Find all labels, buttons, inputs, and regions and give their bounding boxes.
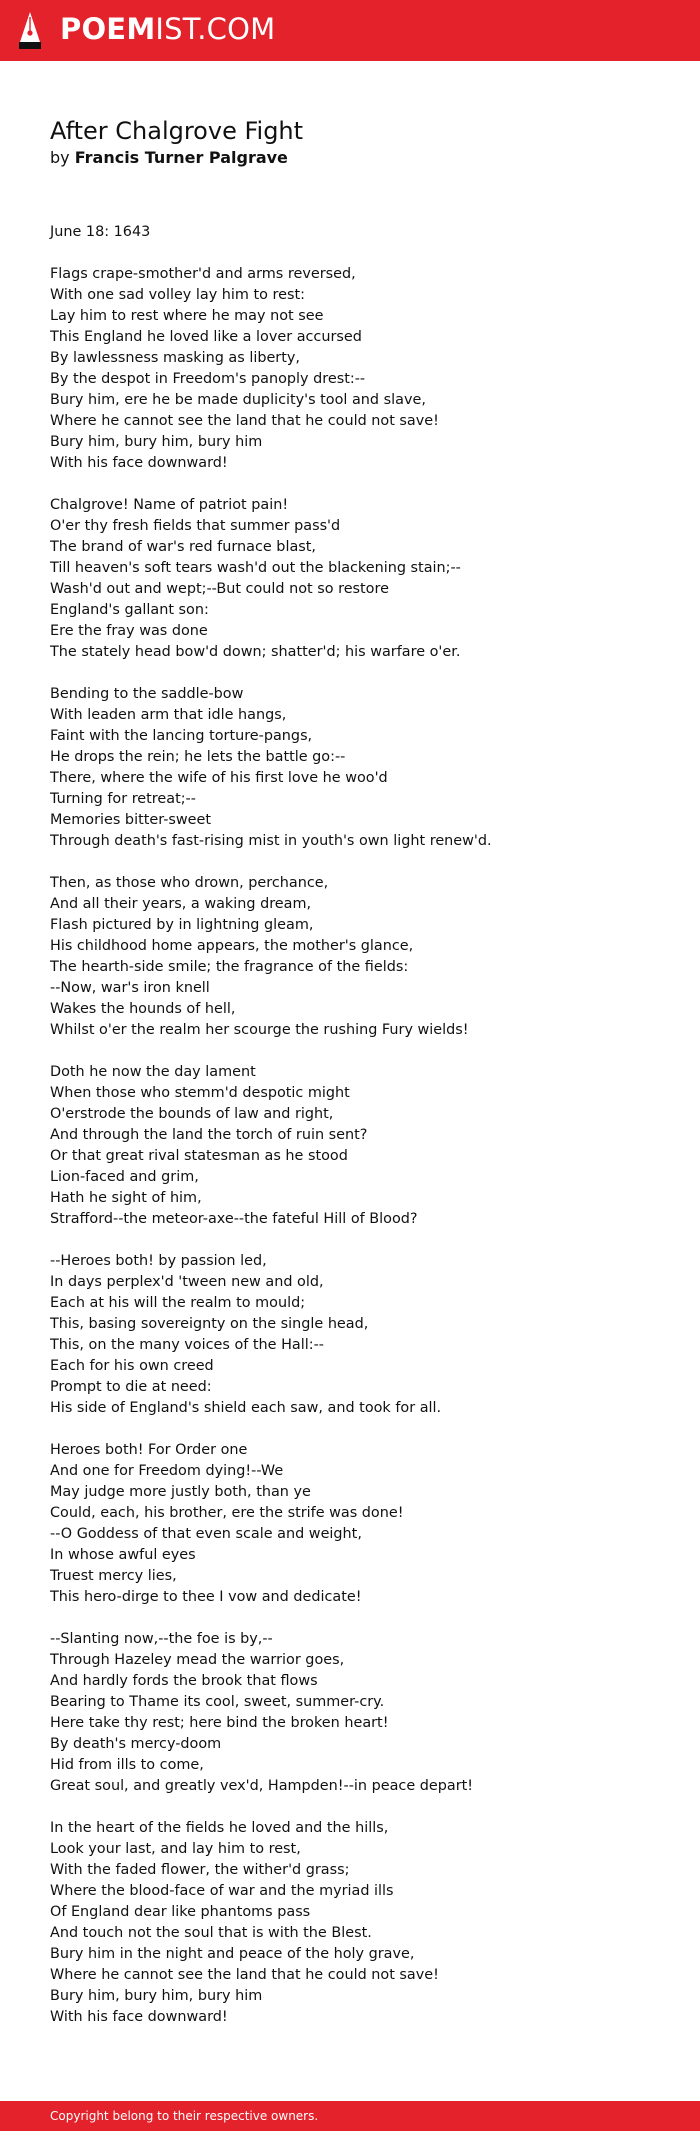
poem-line: Each for his own creed [50, 1358, 214, 1374]
poem-line: The stately head bow'd down; shatter'd; his warfare o'er. [50, 644, 461, 660]
poem-line: Bury him, ere he be made duplicity's tool and slave, [50, 392, 426, 408]
poem-line: With one sad volley lay him to rest: [50, 287, 305, 303]
poem-line: With his face downward! [50, 455, 228, 471]
poem-line: Hath he sight of him, [50, 1190, 202, 1206]
poem-line: England's gallant son: [50, 602, 209, 618]
poem-line: --Heroes both! by passion led, [50, 1253, 267, 1269]
brand-regular-text: IST.COM [155, 12, 276, 46]
poem-line: Or that great rival statesman as he stood [50, 1148, 348, 1164]
poem-line: Ere the fray was done [50, 623, 208, 639]
poem-line: And touch not the soul that is with the Blest. [50, 1925, 372, 1941]
poem-line: Truest mercy lies, [50, 1568, 177, 1584]
poem-line: June 18: 1643 [50, 224, 151, 240]
poem-line: Chalgrove! Name of patriot pain! [50, 497, 289, 513]
poem-line: There, where the wife of his first love he woo'd [50, 770, 388, 786]
poem-line: His childhood home appears, the mother's glance, [50, 938, 414, 954]
poem-line: He drops the rein; he lets the battle go:-- [50, 749, 346, 765]
poem-line: Where he cannot see the land that he could not save! [50, 1967, 439, 1983]
poem-line: Through death's fast-rising mist in youth's own light renew'd. [50, 833, 492, 849]
poem-line: With the faded flower, the wither'd grass; [50, 1862, 350, 1878]
poem-line: Wakes the hounds of hell, [50, 1001, 236, 1017]
poem-line: When those who stemm'd despotic might [50, 1085, 350, 1101]
poem-line: Whilst o'er the realm her scourge the rushing Fury wields! [50, 1022, 469, 1038]
poem-line: Hid from ills to come, [50, 1757, 204, 1773]
poem-line: Strafford--the meteor-axe--the fateful Hill of Blood? [50, 1211, 418, 1227]
copyright-text: Copyright belong to their respective owners. [50, 2109, 319, 2123]
site-footer [0, 2101, 700, 2131]
poem-line: And all their years, a waking dream, [50, 896, 312, 912]
poem-line: The hearth-side smile; the fragrance of the fields: [50, 959, 409, 975]
stanza [50, 1062, 670, 1230]
poem-line: Of England dear like phantoms pass [50, 1904, 311, 1920]
poem-line: Faint with the lancing torture-pangs, [50, 728, 313, 744]
poem-line: Heroes both! For Order one [50, 1442, 248, 1458]
poem-line: Flash pictured by in lightning gleam, [50, 917, 314, 933]
stanza [50, 1629, 670, 1797]
poem-content [50, 115, 670, 2049]
stanza [50, 222, 670, 243]
poem-line: Through Hazeley mead the warrior goes, [50, 1652, 345, 1668]
poem-line: Memories bitter-sweet [50, 812, 212, 828]
poem-line: Till heaven's soft tears wash'd out the blackening stain;-- [50, 560, 461, 576]
poem-line: By the despot in Freedom's panoply drest:-- [50, 371, 366, 387]
poem-line: Bending to the saddle-bow [50, 686, 244, 702]
poem-line: His side of England's shield each saw, and took for all. [50, 1400, 442, 1416]
poem-line: Each at his will the realm to mould; [50, 1295, 306, 1311]
poem-line: With leaden arm that idle hangs, [50, 707, 287, 723]
stanza [50, 495, 670, 663]
poem-line: Look your last, and lay him to rest, [50, 1841, 301, 1857]
poem-line: --Now, war's iron knell [50, 980, 210, 996]
stanza [50, 1818, 670, 2028]
poem-line: Bury him, bury him, bury him [50, 434, 263, 450]
poem-byline [50, 147, 670, 169]
poem-line: Prompt to die at need: [50, 1379, 212, 1395]
pen-nib-icon[interactable] [17, 11, 43, 50]
poem-line: Doth he now the day lament [50, 1064, 256, 1080]
poem-line: This, on the many voices of the Hall:-- [50, 1337, 324, 1353]
by-label: by [50, 148, 70, 167]
brand-bold-text: POEM [60, 12, 156, 46]
stanza [50, 1251, 670, 1419]
poem-line: Turning for retreat;-- [50, 791, 196, 807]
poem-line: In the heart of the fields he loved and the hills, [50, 1820, 389, 1836]
poem-line: O'er thy fresh fields that summer pass'd [50, 518, 341, 534]
poem-line: In days perplex'd 'tween new and old, [50, 1274, 324, 1290]
poem-line: Lay him to rest where he may not see [50, 308, 324, 324]
poem-line: Flags crape-smother'd and arms reversed, [50, 266, 356, 282]
poem-line: Then, as those who drown, perchance, [50, 875, 329, 891]
poem-line: And through the land the torch of ruin sent? [50, 1127, 368, 1143]
poem-line: By death's mercy-doom [50, 1736, 222, 1752]
poem-line: With his face downward! [50, 2009, 228, 2025]
poem-line: --Slanting now,--the foe is by,-- [50, 1631, 273, 1647]
poem-line: Where he cannot see the land that he could not save! [50, 413, 439, 429]
poem-line: May judge more justly both, than ye [50, 1484, 311, 1500]
poem-line: And one for Freedom dying!--We [50, 1463, 284, 1479]
stanza [50, 1440, 670, 1608]
poem-body [50, 222, 670, 2028]
site-header [0, 0, 700, 61]
poem-line: This England he loved like a lover accursed [50, 329, 362, 345]
poem-line: This, basing sovereignty on the single head, [50, 1316, 369, 1332]
site-logo-text[interactable] [60, 11, 275, 47]
poem-line: By lawlessness masking as liberty, [50, 350, 300, 366]
poem-line: And hardly fords the brook that flows [50, 1673, 318, 1689]
stanza [50, 873, 670, 1041]
poem-line: Bury him in the night and peace of the holy grave, [50, 1946, 415, 1962]
poem-line: Bearing to Thame its cool, sweet, summer-cry. [50, 1694, 385, 1710]
poem-line: The brand of war's red furnace blast, [50, 539, 316, 555]
poem-line: O'erstrode the bounds of law and right, [50, 1106, 334, 1122]
stanza [50, 264, 670, 474]
stanza [50, 684, 670, 852]
author-link[interactable]: Francis Turner Palgrave [74, 148, 288, 167]
poem-line: Where the blood-face of war and the myriad ills [50, 1883, 394, 1899]
poem-line: This hero-dirge to thee I vow and dedicate! [50, 1589, 362, 1605]
poem-line: In whose awful eyes [50, 1547, 196, 1563]
poem-line: --O Goddess of that even scale and weight, [50, 1526, 362, 1542]
poem-line: Lion-faced and grim, [50, 1169, 199, 1185]
poem-line: Great soul, and greatly vex'd, Hampden!--in peace depart! [50, 1778, 474, 1794]
poem-line: Bury him, bury him, bury him [50, 1988, 263, 2004]
poem-title: After Chalgrove Fight [50, 117, 304, 145]
poem-line: Here take thy rest; here bind the broken heart! [50, 1715, 389, 1731]
poem-line: Could, each, his brother, ere the strife was done! [50, 1505, 404, 1521]
poem-line: Wash'd out and wept;--But could not so restore [50, 581, 389, 597]
